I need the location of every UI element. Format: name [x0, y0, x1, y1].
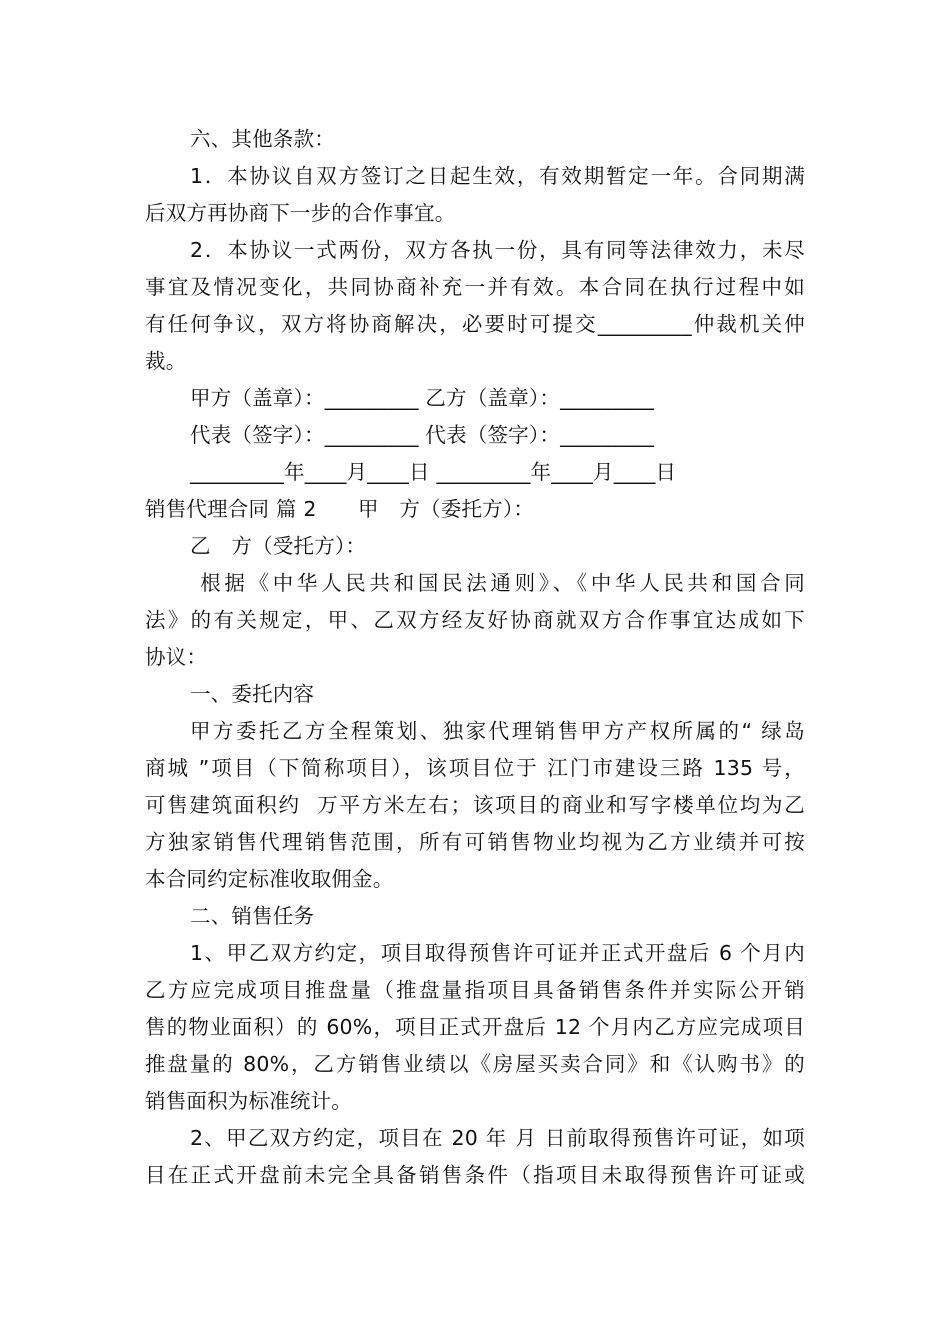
paragraph-line: 目在正式开盘前未完全具备销售条件（指项目未取得预售许可证或 [145, 1163, 805, 1187]
contract-title-line: 销售代理合同 篇 2 甲 方（委托方）： [145, 497, 535, 521]
party-line: 乙 方（受托方）： [190, 534, 367, 558]
date-line: _________年____月____日 _________年____月____日 [190, 460, 677, 484]
paragraph-line: 甲方委托乙方全程策划、独家代理销售甲方产权所属的“ 绿岛 [190, 719, 805, 743]
paragraph-line: 有任何争议，双方将协商解决，必要时可提交_________仲裁机关仲 [145, 312, 805, 336]
section-heading: 六、其他条款： [190, 127, 335, 151]
signature-line: 甲方（盖章）：_________ 乙方（盖章）：_________ [190, 386, 655, 410]
paragraph-line: 销售面积为标准统计。 [145, 1089, 352, 1113]
paragraph-line: 推盘量的 80%，乙方销售业绩以《房屋买卖合同》和《认购书》的 [145, 1052, 805, 1076]
paragraph-line: 1、甲乙双方约定，项目取得预售许可证并正式开盘后 6 个月内 [190, 941, 805, 965]
section-heading: 一、委托内容 [190, 682, 315, 706]
paragraph-line: 法》的有关规定，甲、乙双方经友好协商就双方合作事宜达成如下 [145, 608, 805, 632]
paragraph-line: 后双方再协商下一步的合作事宜。 [145, 201, 456, 225]
paragraph-line: 售的物业面积）的 60%，项目正式开盘后 12 个月内乙方应完成项目 [145, 1015, 805, 1039]
section-heading: 二、销售任务 [190, 904, 315, 928]
paragraph-line: 乙方应完成项目推盘量（推盘量指项目具备销售条件并实际公开销 [145, 978, 805, 1002]
paragraph-line: 可售建筑面积约 万平方米左右；该项目的商业和写字楼单位均为乙 [145, 793, 805, 817]
paragraph-line: 根据《中华人民共和国民法通则》、《中华人民共和国合同 [190, 571, 805, 595]
paragraph-line: 商城 ”项目（下简称项目），该项目位于 江门市建设三路 135 号， [145, 756, 805, 780]
paragraph-line: 裁。 [145, 349, 187, 373]
paragraph-line: 事宜及情况变化，共同协商补充一并有效。本合同在执行过程中如 [145, 275, 805, 299]
paragraph-line: 2．本协议一式两份，双方各执一份，具有同等法律效力，未尽 [190, 238, 805, 262]
paragraph-line: 协议： [145, 645, 208, 669]
paragraph-line: 方独家销售代理销售范围，所有可销售物业均视为乙方业绩并可按 [145, 830, 805, 854]
signature-line: 代表（签字）：_________ 代表（签字）：_________ [190, 423, 655, 447]
paragraph-line: 本合同约定标准收取佣金。 [145, 867, 394, 891]
paragraph-line: 1．本协议自双方签订之日起生效，有效期暂定一年。合同期满 [190, 164, 805, 188]
paragraph-line: 2、甲乙双方约定，项目在 20 年 月 日前取得预售许可证，如项 [190, 1126, 805, 1150]
